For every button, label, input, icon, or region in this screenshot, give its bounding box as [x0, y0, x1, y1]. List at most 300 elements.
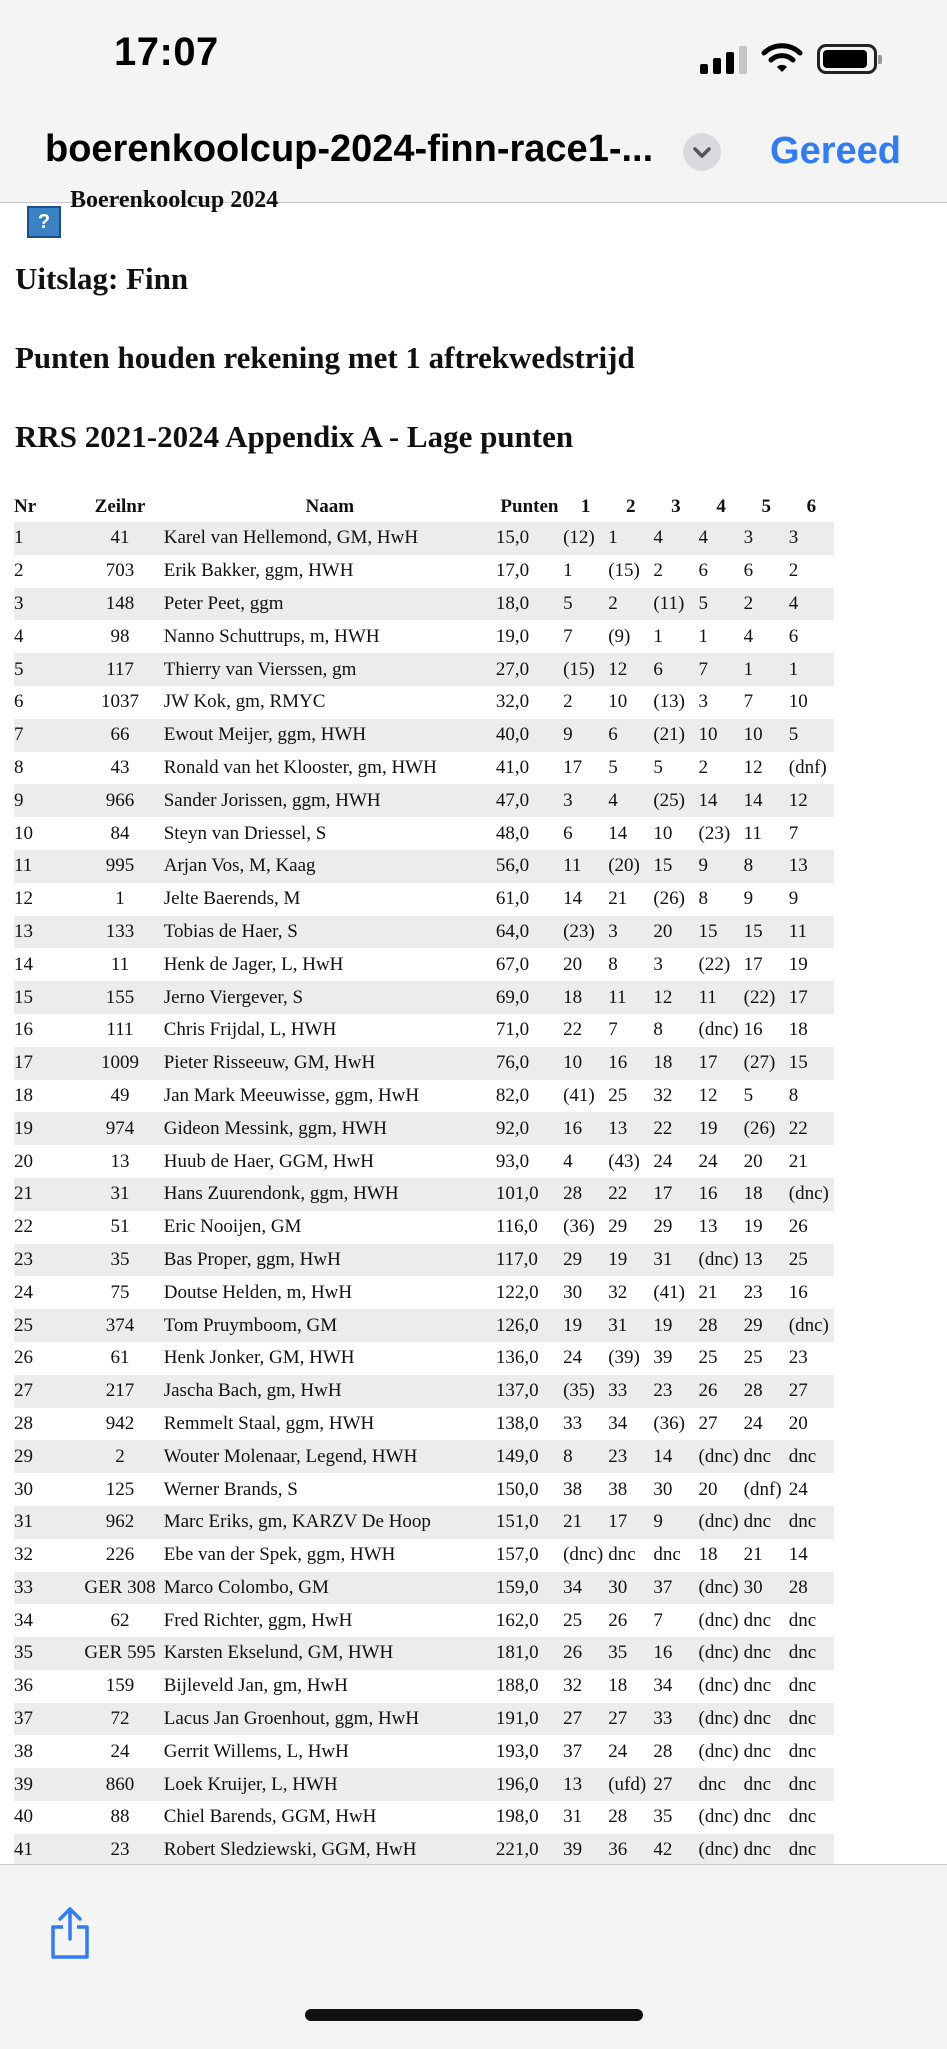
cell-race-5: 16: [743, 1019, 763, 1041]
cell-nr: 15: [14, 981, 84, 1014]
table-row: [14, 1080, 834, 1113]
cell-race-4: 14: [699, 784, 744, 817]
bottom-toolbar: [0, 1864, 947, 2049]
cell-sail-number: 995: [84, 850, 155, 883]
cell-race-5: 29: [744, 1309, 789, 1342]
table-row: [14, 1703, 834, 1736]
cell-points: 188,0: [495, 1675, 539, 1697]
cell-race-1: 24: [563, 1347, 583, 1369]
cell-race-4: (dnc): [698, 1675, 739, 1697]
cell-race-4: (dnc): [699, 1440, 744, 1473]
cell-sail-number: 966: [84, 784, 155, 817]
cell-sail-number: 125: [105, 1478, 135, 1500]
cell-points: 48,0: [495, 822, 530, 844]
col-header: Nr: [14, 496, 37, 517]
cell-race-6: 14: [788, 1544, 808, 1566]
cell-points: 76,0: [496, 1047, 563, 1080]
cell-name: Wouter Molenaar, Legend, HWH: [156, 1440, 496, 1473]
table-row: [14, 1014, 834, 1047]
cell-race-1: 7: [563, 625, 573, 647]
cell-race-4: 24: [698, 1150, 718, 1172]
cell-points: 137,0: [496, 1375, 563, 1408]
cell-race-1: 2: [563, 691, 573, 713]
cell-name: Doutse Helden, m, HwH: [163, 1281, 353, 1303]
cell-nr: 18: [14, 1084, 33, 1106]
cell-race-5: dnc: [743, 1806, 772, 1828]
cell-race-1: (dnc): [563, 1544, 604, 1566]
cell-race-1: 25: [563, 1609, 583, 1631]
cell-race-1: 17: [563, 756, 583, 778]
cell-race-1: 18: [563, 981, 608, 1014]
cell-sail-number: 88: [110, 1806, 130, 1828]
cell-race-3: 30: [653, 1478, 673, 1500]
cell-race-3: 12: [653, 981, 698, 1014]
table-row: [14, 522, 834, 555]
table-row: [14, 1670, 834, 1703]
cell-race-4: (dnc): [699, 1637, 744, 1670]
cell-race-5: (27): [744, 1047, 789, 1080]
cell-race-2: 21: [608, 888, 628, 910]
cell-race-2: 34: [608, 1412, 628, 1434]
cell-points: 138,0: [495, 1412, 539, 1434]
cell-sail-number: 962: [84, 1506, 155, 1539]
cell-race-2: 11: [608, 981, 653, 1014]
cell-race-2: 22: [608, 1178, 653, 1211]
cell-race-2: 33: [608, 1375, 653, 1408]
cell-race-6: 22: [789, 1112, 834, 1145]
table-row: [14, 1145, 834, 1178]
cell-race-4: (dnc): [699, 1506, 744, 1539]
cell-nr: 7: [14, 719, 84, 752]
page-url-title[interactable]: boerenkoolcup-2024-finn-race1-...: [45, 128, 654, 170]
cell-race-6: dnc: [789, 1834, 834, 1867]
cell-points: 64,0: [496, 916, 563, 949]
cell-race-5: dnc: [744, 1440, 789, 1473]
cell-race-2: 10: [608, 691, 628, 713]
cell-points: 27,0: [496, 653, 563, 686]
cell-name: Karel van Hellemond, GM, HwH: [156, 522, 496, 555]
cell-nr: 16: [14, 1019, 33, 1041]
cell-sail-number: 374: [84, 1309, 155, 1342]
cell-name: Werner Brands, S: [163, 1478, 298, 1500]
cell-race-5: 24: [743, 1412, 763, 1434]
cell-name: Bas Proper, ggm, HwH: [156, 1244, 496, 1277]
cell-race-4: 11: [699, 981, 744, 1014]
cell-nr: 36: [14, 1675, 33, 1697]
cell-nr: 28: [14, 1412, 33, 1434]
cell-sail-number: 72: [84, 1703, 155, 1736]
cell-sail-number: 974: [84, 1112, 155, 1145]
cell-name: Huub de Haer, GGM, HwH: [163, 1150, 375, 1172]
table-row: [14, 1047, 834, 1080]
cell-nr: 22: [14, 1216, 33, 1238]
cell-race-3: 14: [653, 1440, 698, 1473]
cell-race-2: 23: [608, 1440, 653, 1473]
cell-name: Henk de Jager, L, HwH: [163, 953, 344, 975]
cell-race-6: 2: [788, 560, 799, 582]
battery-icon: [817, 44, 877, 74]
cell-points: 159,0: [496, 1572, 563, 1605]
cell-nr: 30: [14, 1478, 33, 1500]
cell-sail-number: 13: [110, 1150, 130, 1172]
table-row: [14, 1244, 834, 1277]
cell-race-6: 25: [789, 1244, 834, 1277]
cell-points: 117,0: [496, 1244, 563, 1277]
cell-name: Fred Richter, ggm, HwH: [163, 1609, 353, 1631]
cell-points: 18,0: [496, 588, 563, 621]
table-row: [14, 653, 834, 686]
cell-race-3: 24: [653, 1150, 673, 1172]
cell-race-5: dnc: [743, 1740, 772, 1762]
table-row: [14, 883, 834, 916]
cell-points: 193,0: [495, 1740, 539, 1762]
cell-race-5: (22): [744, 981, 789, 1014]
cell-race-2: 3: [608, 916, 653, 949]
cell-points: 93,0: [495, 1150, 530, 1172]
table-row: [14, 1473, 834, 1506]
cell-nr: 41: [14, 1834, 84, 1867]
cell-race-3: 16: [653, 1637, 698, 1670]
cell-race-5: dnc: [744, 1506, 789, 1539]
cell-race-3: 32: [653, 1084, 673, 1106]
cell-nr: 10: [14, 822, 33, 844]
cell-race-2: 2: [608, 588, 653, 621]
cell-race-6: 3: [789, 522, 834, 555]
cell-race-3: 23: [653, 1375, 698, 1408]
cell-race-3: dnc: [653, 1544, 681, 1566]
cell-race-3: 19: [653, 1309, 698, 1342]
cell-race-2: 30: [608, 1572, 653, 1605]
cell-race-5: 4: [743, 625, 754, 647]
cell-points: 136,0: [495, 1347, 539, 1369]
cell-race-6: 7: [788, 822, 799, 844]
cell-race-4: dnc: [699, 1768, 744, 1801]
cell-race-6: dnc: [788, 1806, 817, 1828]
cell-name: Ronald van het Klooster, gm, HWH: [163, 756, 437, 778]
cell-sail-number: 942: [105, 1412, 135, 1434]
cell-sail-number: 61: [110, 1347, 130, 1369]
cell-race-4: (dnc): [699, 1244, 744, 1277]
col-header: 4: [716, 496, 726, 517]
cell-race-5: 30: [744, 1572, 789, 1605]
cell-race-5: 11: [743, 822, 762, 844]
cell-race-1: 22: [563, 1019, 583, 1041]
cell-points: 157,0: [495, 1544, 539, 1566]
cell-race-1: 39: [563, 1834, 608, 1867]
cell-race-4: 6: [698, 560, 708, 582]
cell-race-2: 7: [608, 1019, 618, 1041]
table-row: [14, 948, 834, 981]
cell-points: 116,0: [495, 1216, 538, 1238]
cell-name: Sander Jorissen, ggm, HWH: [156, 784, 496, 817]
cell-race-3: (41): [653, 1281, 686, 1303]
table-row: [14, 1735, 834, 1768]
done-button[interactable]: Gereed: [770, 130, 901, 172]
cell-points: 221,0: [496, 1834, 563, 1867]
cell-race-2: 36: [608, 1834, 653, 1867]
cell-sail-number: 1: [115, 888, 125, 910]
cell-race-6: dnc: [789, 1440, 834, 1473]
cell-race-1: 8: [563, 1440, 608, 1473]
cell-race-1: 6: [563, 822, 573, 844]
cell-race-3: 27: [653, 1768, 698, 1801]
cell-race-5: 6: [743, 560, 754, 582]
cell-race-1: 32: [563, 1675, 583, 1697]
cell-name: Jelte Baerends, M: [163, 888, 301, 910]
cell-race-1: (36): [563, 1216, 595, 1238]
table-row: [14, 1375, 834, 1408]
table-row: [14, 588, 834, 621]
cell-points: 191,0: [496, 1703, 563, 1736]
cell-race-2: (39): [608, 1347, 640, 1369]
cell-name: Karsten Ekselund, GM, HWH: [156, 1637, 496, 1670]
cell-race-2: (15): [608, 560, 640, 582]
cell-points: 82,0: [495, 1084, 530, 1106]
cell-race-3: 2: [653, 560, 663, 582]
cell-race-3: 20: [653, 916, 698, 949]
cell-race-6: dnc: [788, 1675, 817, 1697]
cell-race-2: (20): [608, 850, 653, 883]
cell-race-5: dnc: [743, 1675, 772, 1697]
cell-nr: 23: [14, 1244, 84, 1277]
share-icon[interactable]: [48, 1905, 92, 1961]
cell-nr: 26: [14, 1347, 33, 1369]
cell-race-2: 16: [608, 1047, 653, 1080]
cell-race-1: 34: [563, 1572, 608, 1605]
cell-race-2: 31: [608, 1309, 653, 1342]
cell-sail-number: 2: [84, 1440, 155, 1473]
cell-sail-number: 84: [110, 822, 130, 844]
cell-nr: 39: [14, 1768, 84, 1801]
cell-race-2: 26: [608, 1609, 628, 1631]
cell-race-5: 15: [744, 916, 789, 949]
cell-sail-number: 66: [84, 719, 155, 752]
cell-points: 162,0: [495, 1609, 539, 1631]
cell-race-1: 5: [563, 588, 608, 621]
cell-race-3: (36): [653, 1412, 686, 1434]
cell-race-5: 7: [743, 691, 754, 713]
cell-race-5: dnc: [744, 1834, 789, 1867]
table-row: [14, 719, 834, 752]
cell-name: Thierry van Vierssen, gm: [156, 653, 496, 686]
cell-name: Robert Sledziewski, GGM, HwH: [156, 1834, 496, 1867]
cell-name: Henk Jonker, GM, HWH: [163, 1347, 355, 1369]
cell-race-5: 28: [744, 1375, 789, 1408]
cell-points: 149,0: [496, 1440, 563, 1473]
cell-race-4: 21: [698, 1281, 718, 1303]
cell-name: Steyn van Driessel, S: [163, 822, 327, 844]
col-header: Naam: [305, 496, 355, 517]
cell-race-3: 15: [653, 850, 698, 883]
cell-sail-number: 51: [110, 1216, 130, 1238]
cell-nr: 40: [14, 1806, 33, 1828]
cell-points: 151,0: [496, 1506, 563, 1539]
cell-race-4: (dnc): [698, 1609, 739, 1631]
cell-nr: 19: [14, 1112, 84, 1145]
table-row: [14, 1211, 834, 1244]
cell-race-5: 20: [743, 1150, 763, 1172]
cell-race-3: 34: [653, 1675, 673, 1697]
cell-race-1: 37: [563, 1740, 583, 1762]
cell-race-2: 4: [608, 784, 653, 817]
cell-race-3: 22: [653, 1112, 698, 1145]
chevron-down-icon[interactable]: [683, 133, 721, 171]
table-row: [14, 1539, 834, 1572]
cell-nr: 31: [14, 1506, 84, 1539]
cell-race-6: 20: [788, 1412, 808, 1434]
cell-sail-number: 31: [84, 1178, 155, 1211]
cell-nr: 38: [14, 1740, 33, 1762]
cell-points: 69,0: [496, 981, 563, 1014]
cell-sail-number: 24: [110, 1740, 130, 1762]
cell-points: 19,0: [495, 625, 530, 647]
cell-sail-number: 159: [105, 1675, 135, 1697]
cell-race-6: 9: [788, 888, 799, 910]
cell-sail-number: 23: [84, 1834, 155, 1867]
cell-name: Jan Mark Meeuwisse, ggm, HwH: [163, 1084, 420, 1106]
cell-points: 41,0: [495, 756, 530, 778]
cell-race-1: 14: [563, 888, 583, 910]
cell-race-3: (25): [653, 784, 698, 817]
cell-sail-number: GER 308: [84, 1572, 155, 1605]
cell-nr: 9: [14, 784, 84, 817]
cell-race-4: (dnc): [698, 1740, 739, 1762]
cell-nr: 3: [14, 588, 84, 621]
cell-race-6: 16: [788, 1281, 808, 1303]
cell-race-2: 32: [608, 1281, 628, 1303]
cup-title: Boerenkoolcup 2024: [70, 187, 279, 213]
cell-race-2: 38: [608, 1478, 628, 1500]
cell-name: Marco Colombo, GM: [156, 1572, 496, 1605]
cell-nr: 33: [14, 1572, 84, 1605]
cell-race-3: 37: [653, 1572, 698, 1605]
cell-race-3: 28: [653, 1740, 673, 1762]
cell-race-5: dnc: [744, 1637, 789, 1670]
cell-race-6: 17: [789, 981, 834, 1014]
cell-race-1: 9: [563, 719, 608, 752]
cell-race-1: 26: [563, 1637, 608, 1670]
cell-race-3: 4: [653, 522, 698, 555]
cell-sail-number: 860: [84, 1768, 155, 1801]
table-row: [14, 1276, 834, 1309]
cell-nr: 13: [14, 916, 84, 949]
cell-name: Tom Pruymboom, GM: [156, 1309, 496, 1342]
cell-race-1: 33: [563, 1412, 583, 1434]
cell-race-6: 26: [788, 1216, 808, 1238]
cell-sail-number: 111: [106, 1019, 134, 1041]
cell-race-5: 21: [743, 1544, 763, 1566]
cell-race-4: (dnc): [699, 1572, 744, 1605]
cell-name: Jascha Bach, gm, HwH: [156, 1375, 496, 1408]
cell-race-1: 38: [563, 1478, 583, 1500]
cell-race-1: (12): [563, 522, 608, 555]
cell-race-1: 21: [563, 1506, 608, 1539]
table-row: [14, 1801, 834, 1834]
cell-race-6: (dnf): [788, 756, 827, 778]
cell-race-5: 1: [744, 653, 789, 686]
cell-points: 56,0: [496, 850, 563, 883]
cell-nr: 1: [14, 522, 84, 555]
cell-name: Marc Eriks, gm, KARZV De Hoop: [156, 1506, 496, 1539]
results-table: [14, 492, 834, 1867]
table-row: [14, 1637, 834, 1670]
cell-race-2: 6: [608, 719, 653, 752]
cell-race-3: 5: [653, 756, 663, 778]
cell-sail-number: 43: [110, 756, 130, 778]
cell-race-6: dnc: [788, 1609, 817, 1631]
table-row: [14, 1440, 834, 1473]
cell-name: Loek Kruijer, L, HWH: [156, 1768, 496, 1801]
col-header: 2: [626, 496, 636, 517]
col-header: 3: [671, 496, 681, 517]
cell-race-3: (26): [653, 888, 686, 910]
cell-race-5: 5: [743, 1084, 754, 1106]
cell-sail-number: 35: [84, 1244, 155, 1277]
table-row: [14, 752, 834, 785]
cell-race-4: (23): [698, 822, 731, 844]
cell-race-1: 29: [563, 1244, 608, 1277]
cell-race-1: 10: [563, 1047, 608, 1080]
cell-race-3: (13): [653, 691, 686, 713]
cell-race-4: 27: [698, 1412, 718, 1434]
cell-race-4: 28: [699, 1309, 744, 1342]
cell-sail-number: 41: [84, 522, 155, 555]
table-row: [14, 1408, 834, 1441]
cell-race-4: (dnc): [699, 1834, 744, 1867]
cell-race-1: 4: [563, 1150, 573, 1172]
cell-race-4: 9: [699, 850, 744, 883]
cell-name: Tobias de Haer, S: [156, 916, 496, 949]
cell-race-4: (dnc): [698, 1806, 739, 1828]
cell-race-5: 3: [744, 522, 789, 555]
cell-nr: 4: [14, 625, 24, 647]
table-row: [14, 1768, 834, 1801]
cell-points: 40,0: [496, 719, 563, 752]
cell-race-4: (22): [698, 953, 731, 975]
cell-race-3: 7: [653, 1609, 663, 1631]
cell-race-6: 11: [789, 916, 834, 949]
cell-race-2: 17: [608, 1506, 653, 1539]
cell-name: Pieter Risseeuw, GM, HwH: [156, 1047, 496, 1080]
cell-nr: 34: [14, 1609, 33, 1631]
cell-race-3: 3: [653, 953, 663, 975]
table-row: [14, 850, 834, 883]
cell-points: 67,0: [495, 953, 530, 975]
result-heading: Uitslag: Finn: [15, 261, 189, 296]
cell-race-2: 25: [608, 1084, 628, 1106]
cell-race-2: (43): [608, 1150, 640, 1172]
cell-race-5: 19: [743, 1216, 763, 1238]
cell-race-3: 1: [653, 625, 663, 647]
home-indicator: [305, 2009, 643, 2021]
table-row: [14, 784, 834, 817]
cell-race-6: 8: [788, 1084, 799, 1106]
cell-nr: 6: [14, 691, 24, 713]
cell-nr: 27: [14, 1375, 84, 1408]
cell-sail-number: 703: [105, 560, 135, 582]
cell-sail-number: 217: [84, 1375, 155, 1408]
cell-race-4: 20: [698, 1478, 718, 1500]
col-header: Zeilnr: [94, 496, 146, 517]
cell-sail-number: GER 595: [84, 1637, 155, 1670]
cell-race-5: (dnf): [743, 1478, 782, 1500]
cell-sail-number: 75: [110, 1281, 130, 1303]
status-bar: [0, 0, 947, 118]
cell-sail-number: 98: [110, 625, 130, 647]
cell-race-6: 4: [789, 588, 834, 621]
cell-race-2: 5: [608, 756, 618, 778]
cell-points: 122,0: [495, 1281, 539, 1303]
